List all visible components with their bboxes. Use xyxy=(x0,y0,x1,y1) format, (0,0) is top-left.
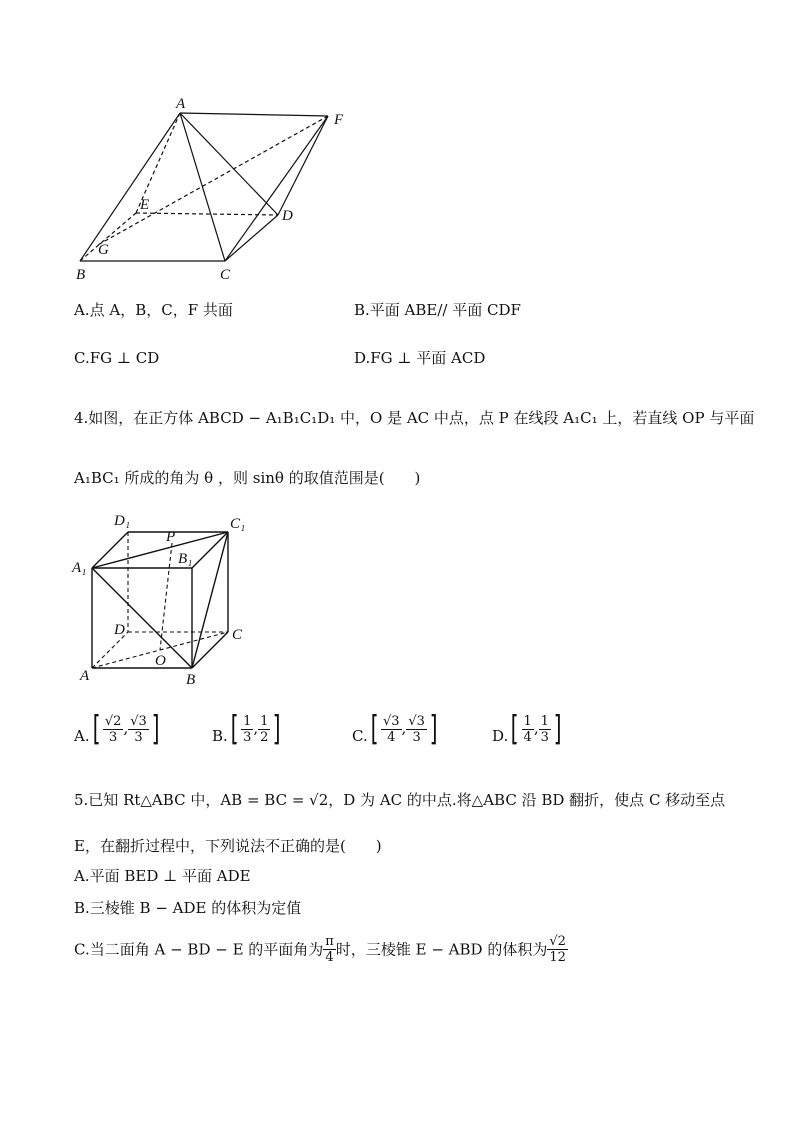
q5-stem-line2: E，在翻折过程中，下列说法不正确的是( ) xyxy=(74,837,382,855)
label-B: B xyxy=(186,672,196,688)
label-A: A xyxy=(80,668,90,684)
q4-c-hi-num: √3 xyxy=(408,713,425,729)
q4-c-hi-den: 3 xyxy=(412,729,421,745)
label-P: P xyxy=(166,529,176,545)
label-A: A xyxy=(176,96,186,112)
label-D1: D₁ xyxy=(114,513,131,529)
q4-a-lo-den: 3 xyxy=(109,729,118,745)
q4-c-lo-den: 4 xyxy=(387,729,396,745)
q4-d-hi-den: 3 xyxy=(540,729,549,745)
q4-d-lo-den: 4 xyxy=(523,729,532,745)
q4-a-hi-den: 3 xyxy=(134,729,143,745)
q4-option-d: D.[ $\frac{1}{4}$ , $\frac{1}{3}$ ] xyxy=(492,709,562,749)
q4-option-c-label: C. xyxy=(352,727,368,745)
label-E: E xyxy=(140,197,150,213)
q4-d-lo-num: 1 xyxy=(523,713,532,729)
q5-option-a: A.平面 BED ⊥ 平面 ADE xyxy=(74,867,251,885)
q5-c-angle-num: π xyxy=(325,934,334,949)
q5-c-angle-den: 4 xyxy=(325,950,334,965)
q4-b-lo-num: 1 xyxy=(243,713,252,729)
q4-a-hi-num: √3 xyxy=(130,713,147,729)
q4-c-lo-num: √3 xyxy=(382,713,400,729)
q4-option-d-label: D. xyxy=(492,727,509,745)
q4-stem-line2: A₁BC₁ 所成的角为 θ ，则 sinθ 的取值范围是( ) xyxy=(74,469,421,487)
q5-option-b: B.三棱锥 B − ADE 的体积为定值 xyxy=(74,899,302,917)
q3-option-c: C.FG ⊥ CD xyxy=(74,349,160,367)
q4-option-b: B.[ $\frac{1}{3}$ , $\frac{1}{2}$ ] xyxy=(212,709,282,749)
figure-cube xyxy=(70,508,260,688)
q4-option-a-label: A. xyxy=(74,727,90,745)
q4-stem-line1: 4.如图，在正方体 ABCD − A₁B₁C₁D₁ 中，O 是 AC 中点，点 P 在线段 A₁C₁ 上，若直线 OP 与平面 xyxy=(74,409,755,427)
q3-option-b: B.平面 ABE// 平面 CDF xyxy=(354,301,521,319)
q4-option-c: C.[ $\frac{√3}{4}$ , $\frac{√3}{3}$ ] xyxy=(352,709,438,749)
label-D: D xyxy=(282,208,293,224)
label-B1: B₁ xyxy=(178,551,193,567)
label-C: C xyxy=(232,627,243,643)
label-C1: C₁ xyxy=(230,516,246,532)
label-D: D xyxy=(114,622,125,638)
q4-option-a: A.[ $\frac{√2}{3}$ , $\frac{√3}{3}$ ] xyxy=(74,709,160,749)
figure-prism xyxy=(60,88,360,288)
q4-d-hi-num: 1 xyxy=(540,713,549,729)
q4-a-lo-num: √2 xyxy=(104,713,122,729)
q5-option-c-mid: 时，三棱锥 E − ABD 的体积为 xyxy=(335,940,548,959)
label-B: B xyxy=(76,267,86,283)
q4-b-hi-num: 1 xyxy=(260,713,269,729)
q5-option-c-pre: C.当二面角 A − BD − E 的平面角为 xyxy=(74,940,324,959)
q3-option-d: D.FG ⊥ 平面 ACD xyxy=(354,349,486,367)
label-A1: A₁ xyxy=(72,560,87,576)
label-G: G xyxy=(98,242,109,258)
q5-option-c xyxy=(74,934,568,965)
q3-option-a: A.点 A，B，C，F 共面 xyxy=(74,301,233,319)
label-F: F xyxy=(334,112,344,128)
label-O: O xyxy=(155,653,166,669)
q5-c-volume-den: 12 xyxy=(549,950,566,965)
q5-stem-line1: 5.已知 Rt△ABC 中，AB = BC = √2，D 为 AC 的中点.将△ABC 沿 BD 翻折，使点 C 移动至点 xyxy=(74,791,726,809)
q4-b-hi-den: 2 xyxy=(260,729,269,745)
label-C: C xyxy=(220,267,231,283)
q4-b-lo-den: 3 xyxy=(243,729,252,745)
q4-option-b-label: B. xyxy=(212,727,228,745)
q5-c-volume-num: √2 xyxy=(549,934,566,949)
